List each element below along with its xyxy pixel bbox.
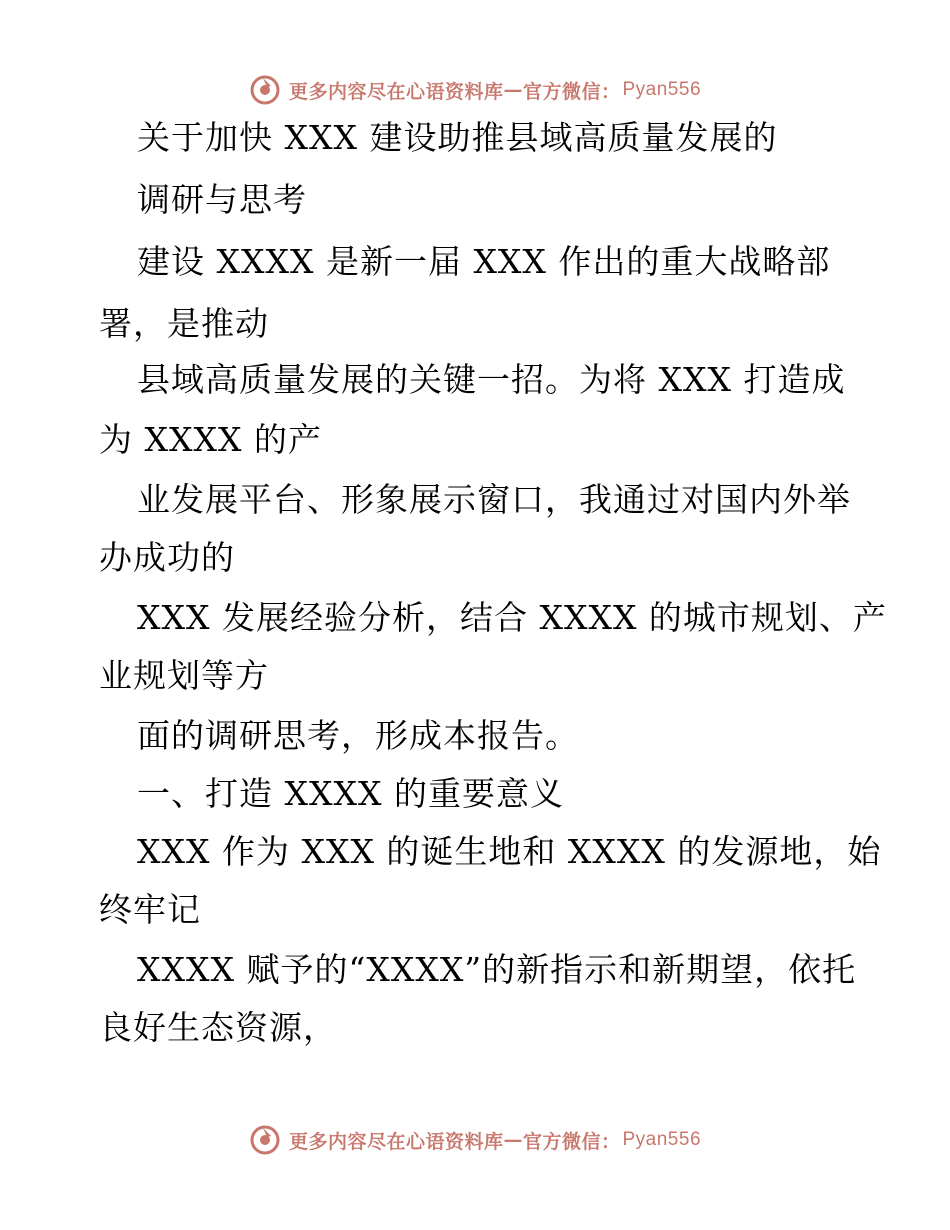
paragraph-line: 为 XXXX 的产 xyxy=(99,420,322,459)
paragraph-line: 面的调研思考，形成本报告。 xyxy=(137,716,579,755)
seal-logo-icon xyxy=(249,1124,281,1156)
seal-logo-icon xyxy=(249,74,281,106)
paragraph-line: 良好生态资源， xyxy=(99,1008,337,1047)
document-title-line-1: 关于加快 XXX 建设助推县域高质量发展的 xyxy=(137,118,778,157)
footer-watermark xyxy=(0,1120,950,1160)
watermark-separator: — xyxy=(503,1129,523,1151)
document-title-line-2: 调研与思考 xyxy=(137,180,307,219)
paragraph-line: 县域高质量发展的关键一招。为将 XXX 打造成 xyxy=(137,360,846,399)
paragraph-line: XXXX 赋予的“XXXX”的新指示和新期望，依托 xyxy=(137,950,857,989)
watermark-account: Pyan556 xyxy=(622,79,702,100)
paragraph-line: 署，是推动 xyxy=(99,304,269,343)
paragraph-line: 业发展平台、形象展示窗口，我通过对国内外举 xyxy=(137,480,851,519)
header-watermark xyxy=(0,70,950,110)
watermark-site-text: 更多内容尽在心语资料库 xyxy=(288,1130,504,1153)
paragraph-line: XXX 作为 XXX 的诞生地和 XXXX 的发源地，始 xyxy=(137,832,882,871)
watermark-official-label: 官方微信： xyxy=(522,1130,621,1153)
paragraph-line: 终牢记 xyxy=(99,890,201,929)
watermark-official-label: 官方微信： xyxy=(522,80,621,103)
paragraph-line: 业规划等方 xyxy=(99,656,269,695)
paragraph-line: XXX 发展经验分析，结合 XXXX 的城市规划、产 xyxy=(137,598,887,637)
watermark-separator: — xyxy=(503,79,523,101)
section-heading: 一、打造 XXXX 的重要意义 xyxy=(137,774,564,813)
watermark-account: Pyan556 xyxy=(622,1129,702,1150)
watermark-site-text: 更多内容尽在心语资料库 xyxy=(288,80,504,103)
paragraph-line: 办成功的 xyxy=(99,538,235,577)
paragraph-line: 建设 XXXX 是新一届 XXX 作出的重大战略部 xyxy=(137,242,831,281)
